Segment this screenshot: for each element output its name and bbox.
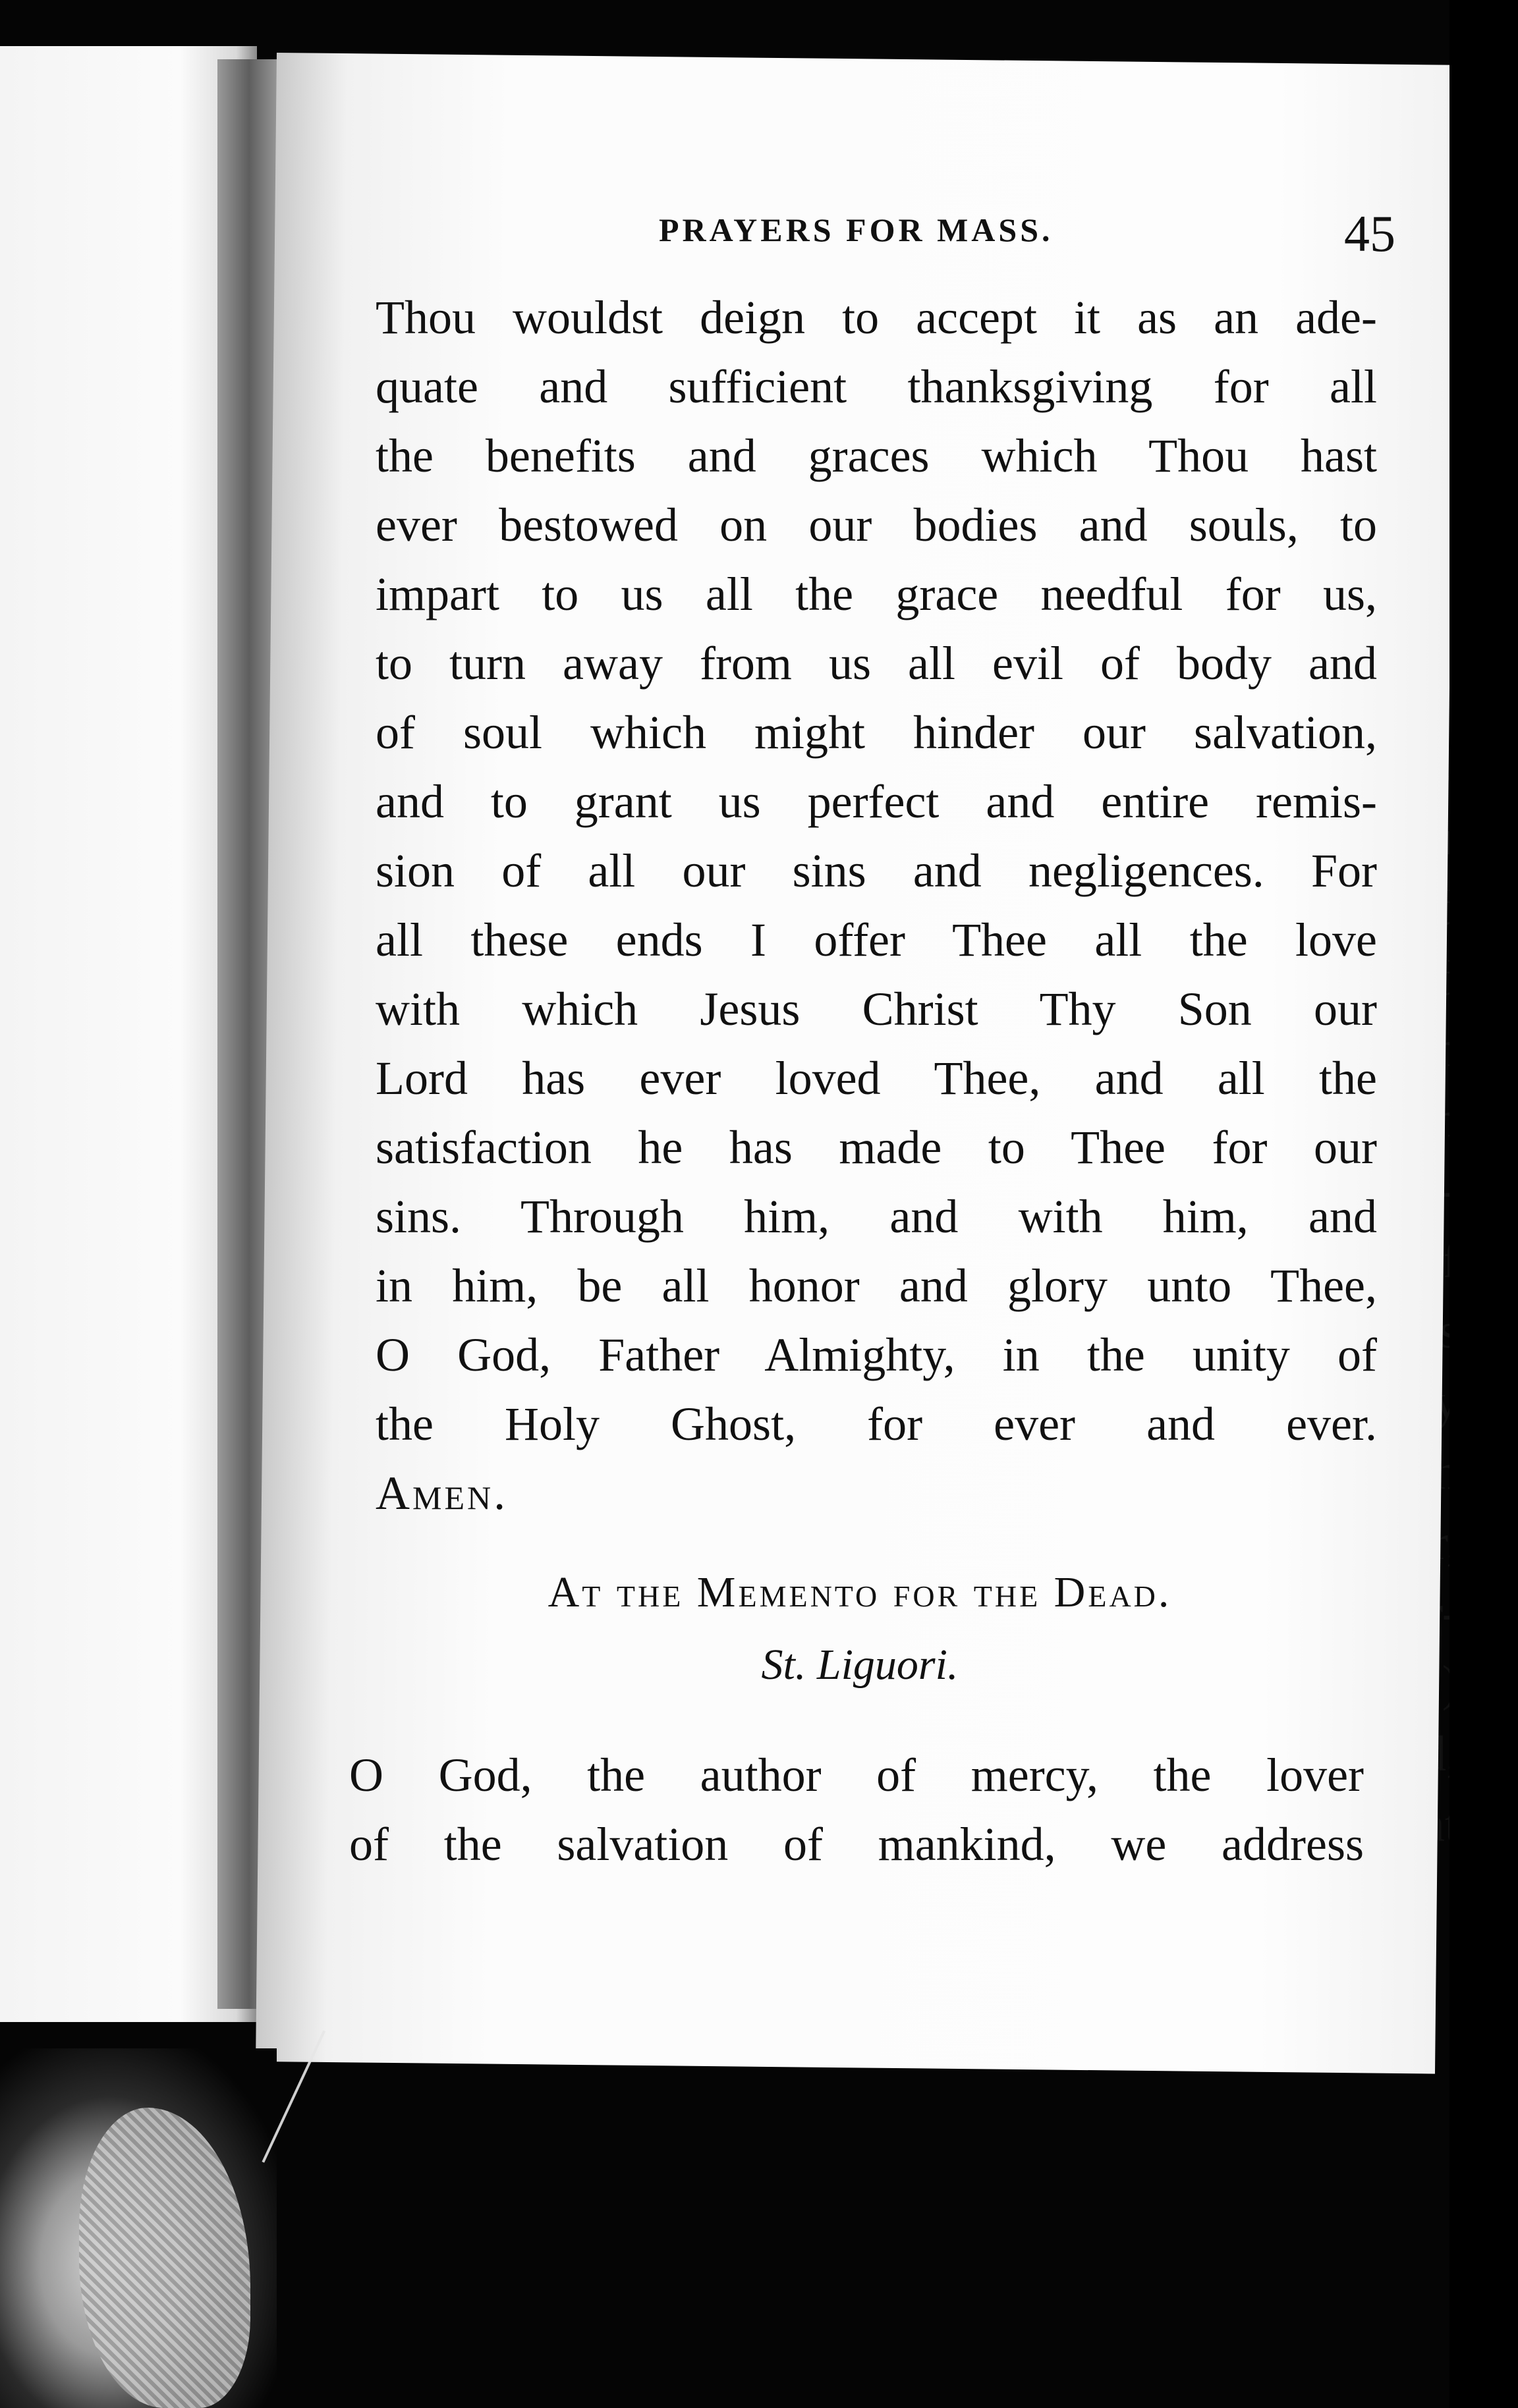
- body-paragraph-1: [376, 283, 1377, 1528]
- text-line: quate and sufficient thanksgiving for all: [376, 360, 1377, 413]
- text-line: sins. Through him, and with him, and: [376, 1190, 1377, 1243]
- running-head: PRAYERS FOR MASS.: [659, 211, 1054, 248]
- text-line: impart to us all the grace needful for us,: [376, 568, 1377, 620]
- section-heading: At the Memento for the Dead.: [548, 1568, 1172, 1616]
- page-number: 45: [1344, 205, 1395, 262]
- text-line: the Holy Ghost, for ever and ever.: [376, 1398, 1377, 1450]
- text-line: O God, the author of mercy, the lover: [349, 1749, 1364, 1801]
- scan-background-edge: [1449, 0, 1518, 2408]
- text-line: all these ends I offer Thee all the love: [376, 914, 1377, 966]
- text-line: and to grant us perfect and entire remis-: [376, 775, 1377, 828]
- text-line: ever bestowed on our bodies and souls, to: [376, 499, 1377, 551]
- text-line: of soul which might hinder our salvation,: [376, 706, 1377, 759]
- amen-line: Amen.: [376, 1467, 509, 1519]
- text-line: with which Jesus Christ Thy Son our: [376, 983, 1377, 1035]
- section-attribution: St. Liguori.: [761, 1641, 959, 1689]
- text-line: in him, be all honor and glory unto Thee,: [376, 1259, 1377, 1312]
- text-line: of the salvation of mankind, we address: [349, 1818, 1364, 1871]
- text-line: O God, Father Almighty, in the unity of: [376, 1328, 1377, 1381]
- text-line: Thou wouldst deign to accept it as an ade-: [376, 291, 1377, 344]
- text-line: the benefits and graces which Thou hast: [376, 429, 1377, 482]
- text-line: satisfaction he has made to Thee for our: [376, 1121, 1377, 1174]
- body-paragraph-2: [349, 1739, 1364, 1877]
- text-line: sion of all our sins and negligences. For: [376, 844, 1377, 897]
- text-line: Lord has ever loved Thee, and all the: [376, 1052, 1377, 1105]
- text-line: to turn away from us all evil of body and: [376, 637, 1377, 690]
